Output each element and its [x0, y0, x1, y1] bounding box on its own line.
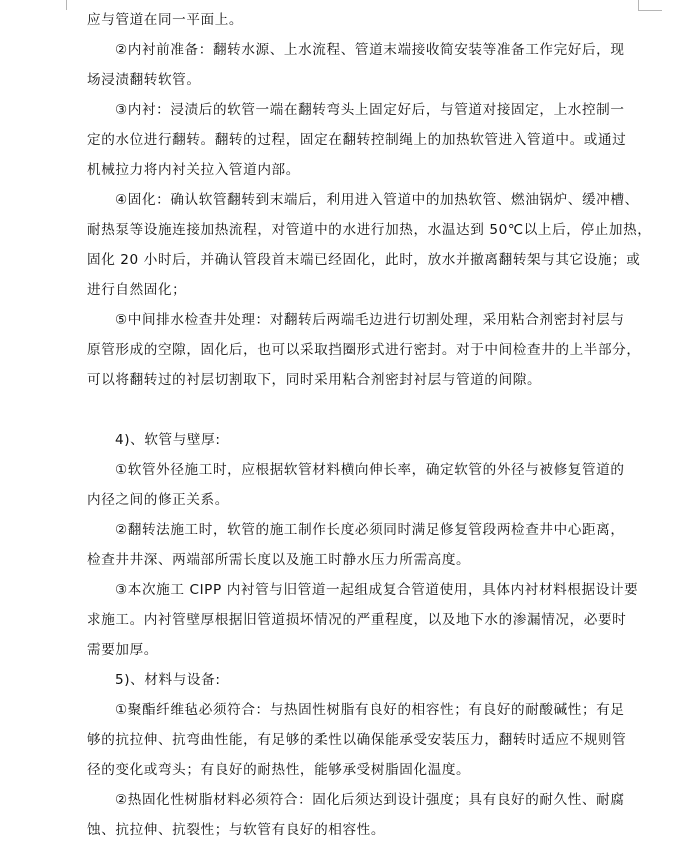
- paragraph-line: 固化 20 小时后，并确认管段首末端已经固化，此时，放水并撤离翻转架与其它设施；或: [87, 252, 641, 268]
- paragraph-line: 需要加厚。: [87, 642, 158, 658]
- paragraph-line: ⑤中间排水检查井处理：对翻转后两端毛边进行切割处理，采用粘合剂密封衬层与: [115, 312, 625, 328]
- paragraph-line: 径的变化或弯头；有良好的耐热性，能够承受树脂固化温度。: [87, 762, 471, 778]
- paragraph-line: ③内衬：浸渍后的软管一端在翻转弯头上固定好后，与管道对接固定，上水控制一: [115, 102, 625, 118]
- paragraph-line: 蚀、抗拉伸、抗裂性；与软管有良好的相容性。: [87, 822, 386, 838]
- paragraph-line: ②翻转法施工时，软管的施工制作长度必须同时满足修复管段两检查井中心距离，: [115, 522, 625, 538]
- paragraph-line: ②内衬前准备：翻转水源、上水流程、管道末端接收简安装等准备工作完好后，现: [115, 42, 625, 58]
- section-heading: 5)、材料与设备:: [115, 672, 221, 688]
- paragraph-line: 应与管道在同一平面上。: [87, 12, 244, 28]
- paragraph-line: 场浸渍翻转软管。: [87, 72, 201, 88]
- document-body: [87, 0, 652, 845]
- crop-mark-top-right-horizontal: [638, 10, 662, 11]
- paragraph-line: 进行自然固化；: [87, 282, 187, 298]
- paragraph-line: ③本次施工 CIPP 内衬管与旧管道一起组成复合管道使用，具体内衬材料根据设计要: [115, 582, 639, 598]
- paragraph-line: ②热固化性树脂材料必须符合：固化后须达到设计强度；具有良好的耐久性、耐腐: [115, 792, 625, 808]
- paragraph-line: 耐热泵等设施连接加热流程，对管道中的水进行加热，水温达到 50℃以上后，停止加热，: [87, 222, 652, 238]
- paragraph-line: 检查井井深、两端部所需长度以及施工时静水压力所需高度。: [87, 552, 471, 568]
- paragraph-line: ④固化：确认软管翻转到末端后，利用进入管道中的加热软管、燃油锅炉、缓冲槽、: [115, 192, 639, 208]
- section-heading: 4)、软管与壁厚:: [115, 432, 221, 448]
- paragraph-line: 求施工。内衬管壁厚根据旧管道损坏情况的严重程度，以及地下水的渗漏情况，必要时: [87, 612, 627, 628]
- paragraph-line: 原管形成的空隙，固化后，也可以采取挡圈形式进行密封。对于中间检查井的上半部分，: [87, 342, 641, 358]
- paragraph-line: 够的抗拉伸、抗弯曲性能，有足够的柔性以确保能承受安装压力，翻转时适应不规则管: [87, 732, 627, 748]
- paragraph-line: 可以将翻转过的衬层切割取下，同时采用粘合剂密封衬层与管道的间隙。: [87, 372, 542, 388]
- paragraph-line: 机械拉力将内衬关拉入管道内部。: [87, 162, 300, 178]
- paragraph-line: 定的水位进行翻转。翻转的过程，固定在翻转控制绳上的加热软管进入管道中。或通过: [87, 132, 627, 148]
- paragraph-line: ①软管外径施工时，应根据软管材料横向伸长率，确定软管的外径与被修复管道的: [115, 462, 625, 478]
- crop-mark-top-left: [66, 0, 67, 10]
- paragraph-line: ①聚酯纤维毡必须符合：与热固性树脂有良好的相容性；有良好的耐酸碱性；有足: [115, 702, 625, 718]
- paragraph-line: 内径之间的修正关系。: [87, 492, 229, 508]
